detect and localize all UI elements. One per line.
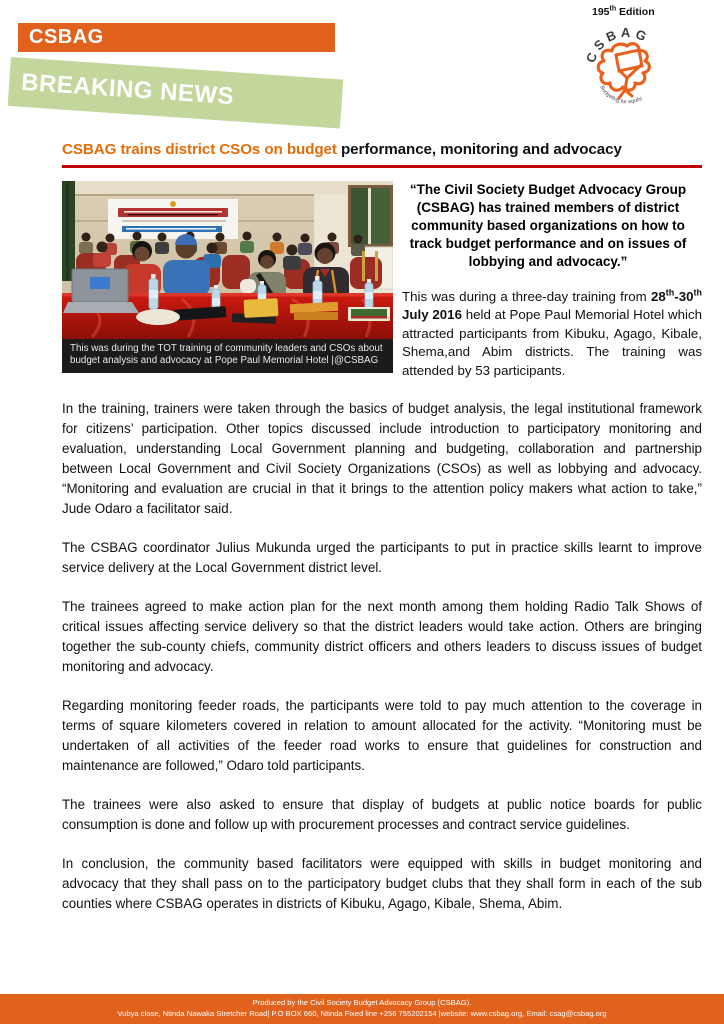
paragraph-conclusion: In conclusion, the community based facilitators were equipped with skills in budget monitoring and advocacy that they shall pass on to the participatory budget clubs that they shall form in each of the sub counties where CSBAG operates in districts of Kibuku, Agago, Kibale, Shema, Abim.	[62, 856, 702, 911]
headline	[62, 141, 702, 158]
intro-date-end: 30	[678, 288, 694, 304]
intro-post: held at Pope Paul Memorial Hotel which attracted participants from Kibuku, Agago, Kibale, Shema,and Abim districts. The training was attended by 53 participants.	[402, 307, 702, 378]
paragraph-coordinator: The CSBAG coordinator Julius Mukunda urged the participants to put in practice skills learnt to improve service delivery at the Local Government district level.	[62, 540, 702, 575]
article-content	[62, 141, 702, 914]
intro-date-sup2: th	[693, 287, 702, 298]
intro-pre: This was during a three-day training from	[402, 288, 651, 304]
edition-word: Edition	[616, 6, 655, 18]
logo-name-text: CSBAG	[583, 24, 653, 65]
intro-date-sep: -	[674, 288, 679, 304]
footer-contact: Vubya close, Ntinda Nawaka Stretcher Road| P.O BOX 660, Ntinda Fixed line +256 755202154 |website: www.csbag.org, Email: csag@csbag.org	[117, 1008, 607, 1018]
csbag-masthead-bar	[18, 23, 335, 52]
headline-rest: performance, monitoring and advocacy	[340, 141, 622, 158]
edition-number: 195	[592, 6, 610, 18]
intro-date-sup1: th	[665, 287, 675, 298]
pull-quote: “The Civil Society Budget Advocacy Group (CSBAG) has trained members of district community based organizations on how to track budget performance and on issues of lobbying and advocacy.”	[409, 181, 687, 269]
training-photo-scene	[62, 181, 393, 339]
footer-bar	[0, 994, 724, 1024]
intro-date-tail: July 2016	[402, 307, 462, 322]
intro-date-start: 28	[650, 288, 666, 304]
masthead-brand-label: CSBAG	[29, 26, 104, 48]
breaking-news-banner	[8, 57, 344, 129]
training-photo	[62, 181, 393, 373]
paragraph-training-topics: In the training, trainers were taken through the basics of budget analysis, the legal institutional framework for citizens’ participation. Other topics discussed include introduction to participatory monitoring and evaluation, understanding Local Government planning and budgeting, collaboration and partnership between Local Government and Civil Society Organizations (CSOs) as well as lobbying and advocacy. “Monitoring and evaluation are crucial in that it brings to the attention policy makers what action to take,” Jude Odaro a facilitator said.	[62, 401, 702, 516]
photo-caption: This was during the TOT training of community leaders and CSOs about budget analysis and advocacy at Pope Paul Memorial Hotel |@CSBAG	[62, 339, 393, 373]
edition-label	[592, 6, 655, 18]
headline-rule	[62, 165, 702, 168]
photo-laptop	[63, 269, 139, 313]
paragraph-notice-boards: The trainees were also asked to ensure that display of budgets at public notice boards for public consumption is done and follow up with procurement processes and contract service guidelines.	[62, 797, 702, 832]
article-body	[62, 181, 702, 915]
logo-tagline-text: Budgeting for equity	[598, 84, 644, 106]
breaking-news-label: BREAKING NEWS	[20, 68, 235, 111]
headline-lead: CSBAG trains district CSOs on budget	[62, 141, 341, 158]
csbag-logo-graphic	[583, 24, 671, 108]
paragraph-feeder-roads: Regarding monitoring feeder roads, the participants were told to pay much attention to the coverage in terms of square kilometers covered in relation to amount allocated for the activity. “Monitoring must be undertaken of all activities of the feeder road works to ensure that guidelines for construction and maintenance are followed,” Odaro told participants.	[62, 698, 702, 773]
paragraph-action-plan: The trainees agreed to make action plan for the next month among them holding Radio Talk Shows of critical issues affecting service delivery so that the district leaders would take action. Others are bringing together the sub-county chiefs, community district officers and others leaders to discuss issues of budget monitoring and advocacy.	[62, 599, 702, 674]
csbag-logo	[583, 24, 671, 108]
footer-produced-by: Produced by the Civil Society Budget Advocacy Group (CSBAG).	[252, 998, 472, 1007]
edition-suffix: th	[609, 5, 617, 13]
